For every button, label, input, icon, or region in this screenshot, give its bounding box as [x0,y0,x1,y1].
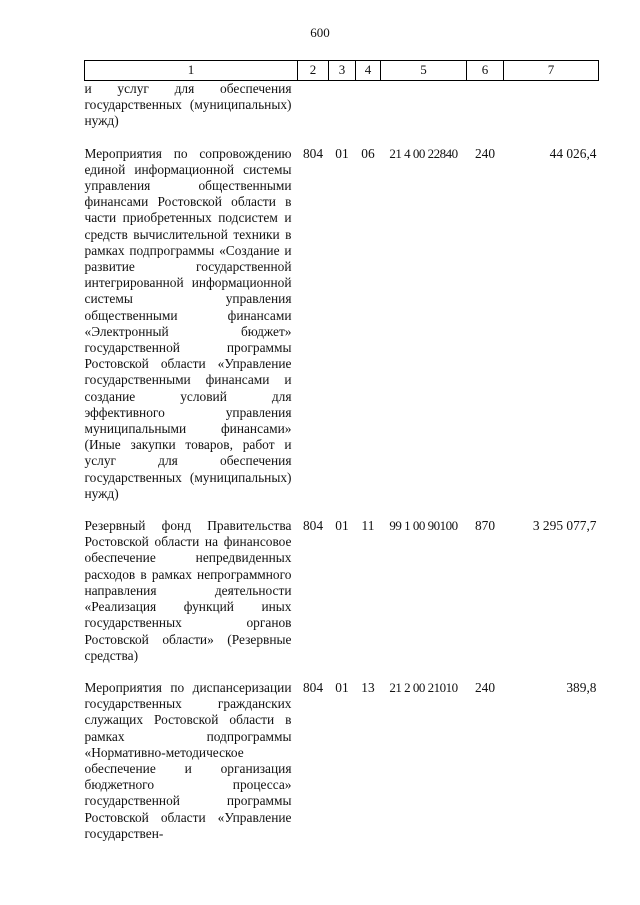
table-header-row [85,61,599,81]
row-section-code: 01 [335,145,349,161]
table-row [85,680,599,842]
budget-table [84,60,599,842]
row-target-code [381,81,467,130]
row-ministry-code: 804 [302,145,324,161]
row-subsection-code [356,81,381,130]
row-subsection-code: 11 [361,518,375,534]
row-description: Резервный фонд Правительства Ростовской области на финансовое обеспечение непредвиденных расходов в рамках непрограммного направления деятельности «Реализация функций иных государственных органов Ростовской области» (Резервные средства) [84,518,292,663]
row-target-code: 21 4 00 22840 [389,145,458,161]
row-amount [504,81,599,130]
column-header-6: 6 [467,61,504,81]
page-number: 600 [310,25,330,40]
row-ministry-code: 804 [302,518,324,534]
row-amount: 44 026,4 [549,145,597,161]
row-section-code [329,81,356,130]
column-header-5: 5 [381,61,467,81]
row-subsection-code: 06 [361,145,375,161]
table-row [85,81,599,130]
column-header-4: 4 [356,61,381,81]
row-expense-type: 870 [474,518,496,534]
row-description: Мероприятия по сопровождению единой информационной системы управления общественными финансами Ростовской области в части приобретенных подсистем и средств вычислительной техники в рамках подпрограммы «Создание и развитие государственной интегрированной информационной системы управления общественными финансами «Электронный бюджет» государственной программы Ростовской области «Управление государственными финансами и создание условий для эффективного управления муниципальными финансами» (Иные закупки товаров, работ и услуг для обеспечения государственных (муниципальных) нужд) [84,145,292,501]
row-ministry-code [298,81,329,130]
row-target-code: 99 1 00 90100 [389,518,458,534]
row-amount: 389,8 [566,679,597,695]
column-header-2: 2 [298,61,329,81]
column-header-3: 3 [329,61,356,81]
table-row [85,146,599,502]
row-target-code: 21 2 00 21010 [389,679,458,695]
row-description: и услуг для обеспечения государственных (муниципальных) нужд) [84,81,292,129]
table-row [85,518,599,664]
row-ministry-code: 804 [302,679,324,695]
row-expense-type [467,81,504,130]
row-section-code: 01 [335,679,349,695]
row-expense-type: 240 [474,679,496,695]
row-description: Мероприятия по диспансеризации государственных гражданских служащих Ростовской области в рамках подпрограммы «Нормативно-методическое обеспечение и организация бюджетного процесса» государственной программы Ростовской области «Управление государствен- [84,679,292,841]
column-header-1: 1 [85,61,298,81]
row-subsection-code: 13 [361,679,375,695]
row-expense-type: 240 [474,145,496,161]
column-header-7: 7 [504,61,599,81]
row-amount: 3 295 077,7 [532,518,597,534]
row-section-code: 01 [335,518,349,534]
